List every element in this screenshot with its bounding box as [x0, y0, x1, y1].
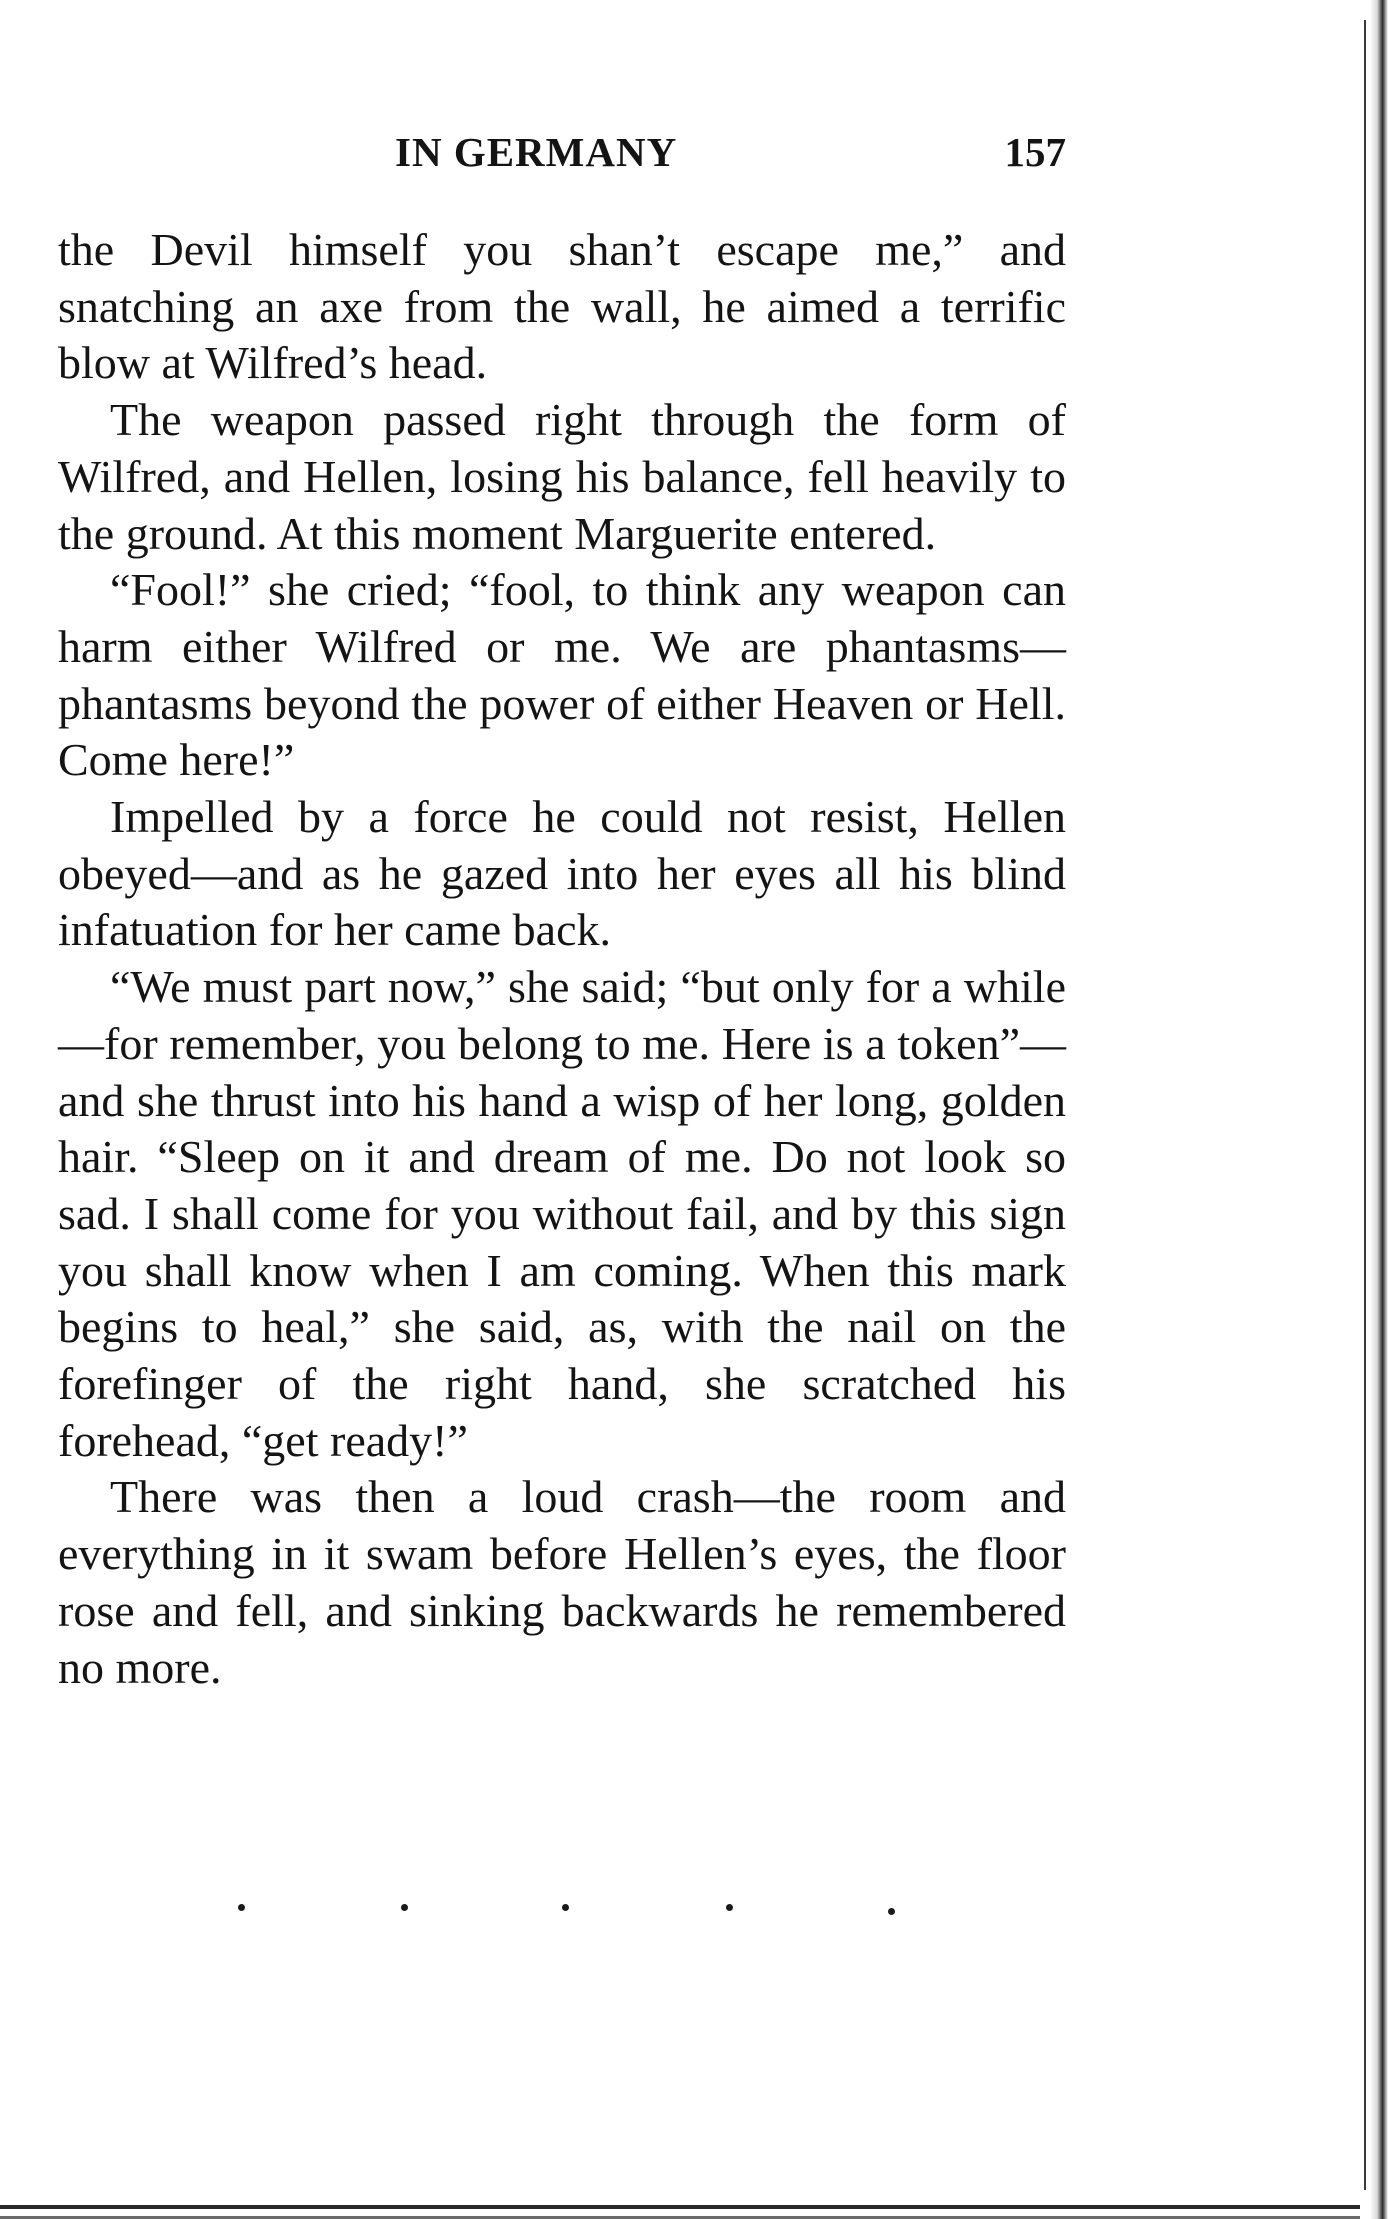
- paragraph: “Fool!” she cried; “fool, to think any weapon can harm either Wilfred or me. We are phantasms—phantasms beyond the power of either Heaven or Hell. Come here!”: [58, 564, 1066, 786]
- page-header: [58, 128, 1066, 188]
- body-text: [58, 222, 1066, 1696]
- section-break-dot: [726, 1904, 733, 1911]
- paragraph: There was then a loud crash—the room and everything in it swam before Hellen’s eyes, the floor rose and fell, and sinking backwards he remembered no more.: [58, 1471, 1066, 1693]
- paragraph: The weapon passed right through the form of Wilfred, and Hellen, losing his balance, fell heavily to the ground. At this moment Marguerite entered.: [58, 394, 1066, 559]
- page-number: 157: [1004, 129, 1066, 175]
- page-bottom-edge: [0, 2205, 1360, 2209]
- paragraph: “We must part now,” she said; “but only for a while—for remember, you belong to me. Here is a token”— and she thrust into his hand a wisp of her long, golden hair. “Sleep on it and dream of me. Do not look so sad. I shall come for you without fail, and by this sign you shall know when I am coming. When this mark begins to heal,” she said, as, with the nail on the forefinger of the right hand, she scratched his forehead, “get ready!”: [58, 961, 1066, 1466]
- section-break-dot: [888, 1908, 895, 1915]
- page-edge-line: [1364, 20, 1366, 2190]
- section-break-dots: [0, 1890, 1388, 1920]
- section-break-dot: [401, 1904, 408, 1911]
- paragraph-continuation: the Devil himself you shan’t escape me,” and snatching an axe from the wall, he aimed a terrific blow at Wilfred’s head.: [58, 224, 1066, 389]
- paragraph: Impelled by a force he could not resist, Hellen obeyed—and as he gazed into her eyes all his blind infatuation for her came back.: [58, 791, 1066, 956]
- page-binding-edge: [1370, 0, 1388, 2219]
- running-head: IN GERMANY: [395, 129, 678, 175]
- section-break-dot: [238, 1904, 245, 1911]
- section-break-dot: [562, 1904, 569, 1911]
